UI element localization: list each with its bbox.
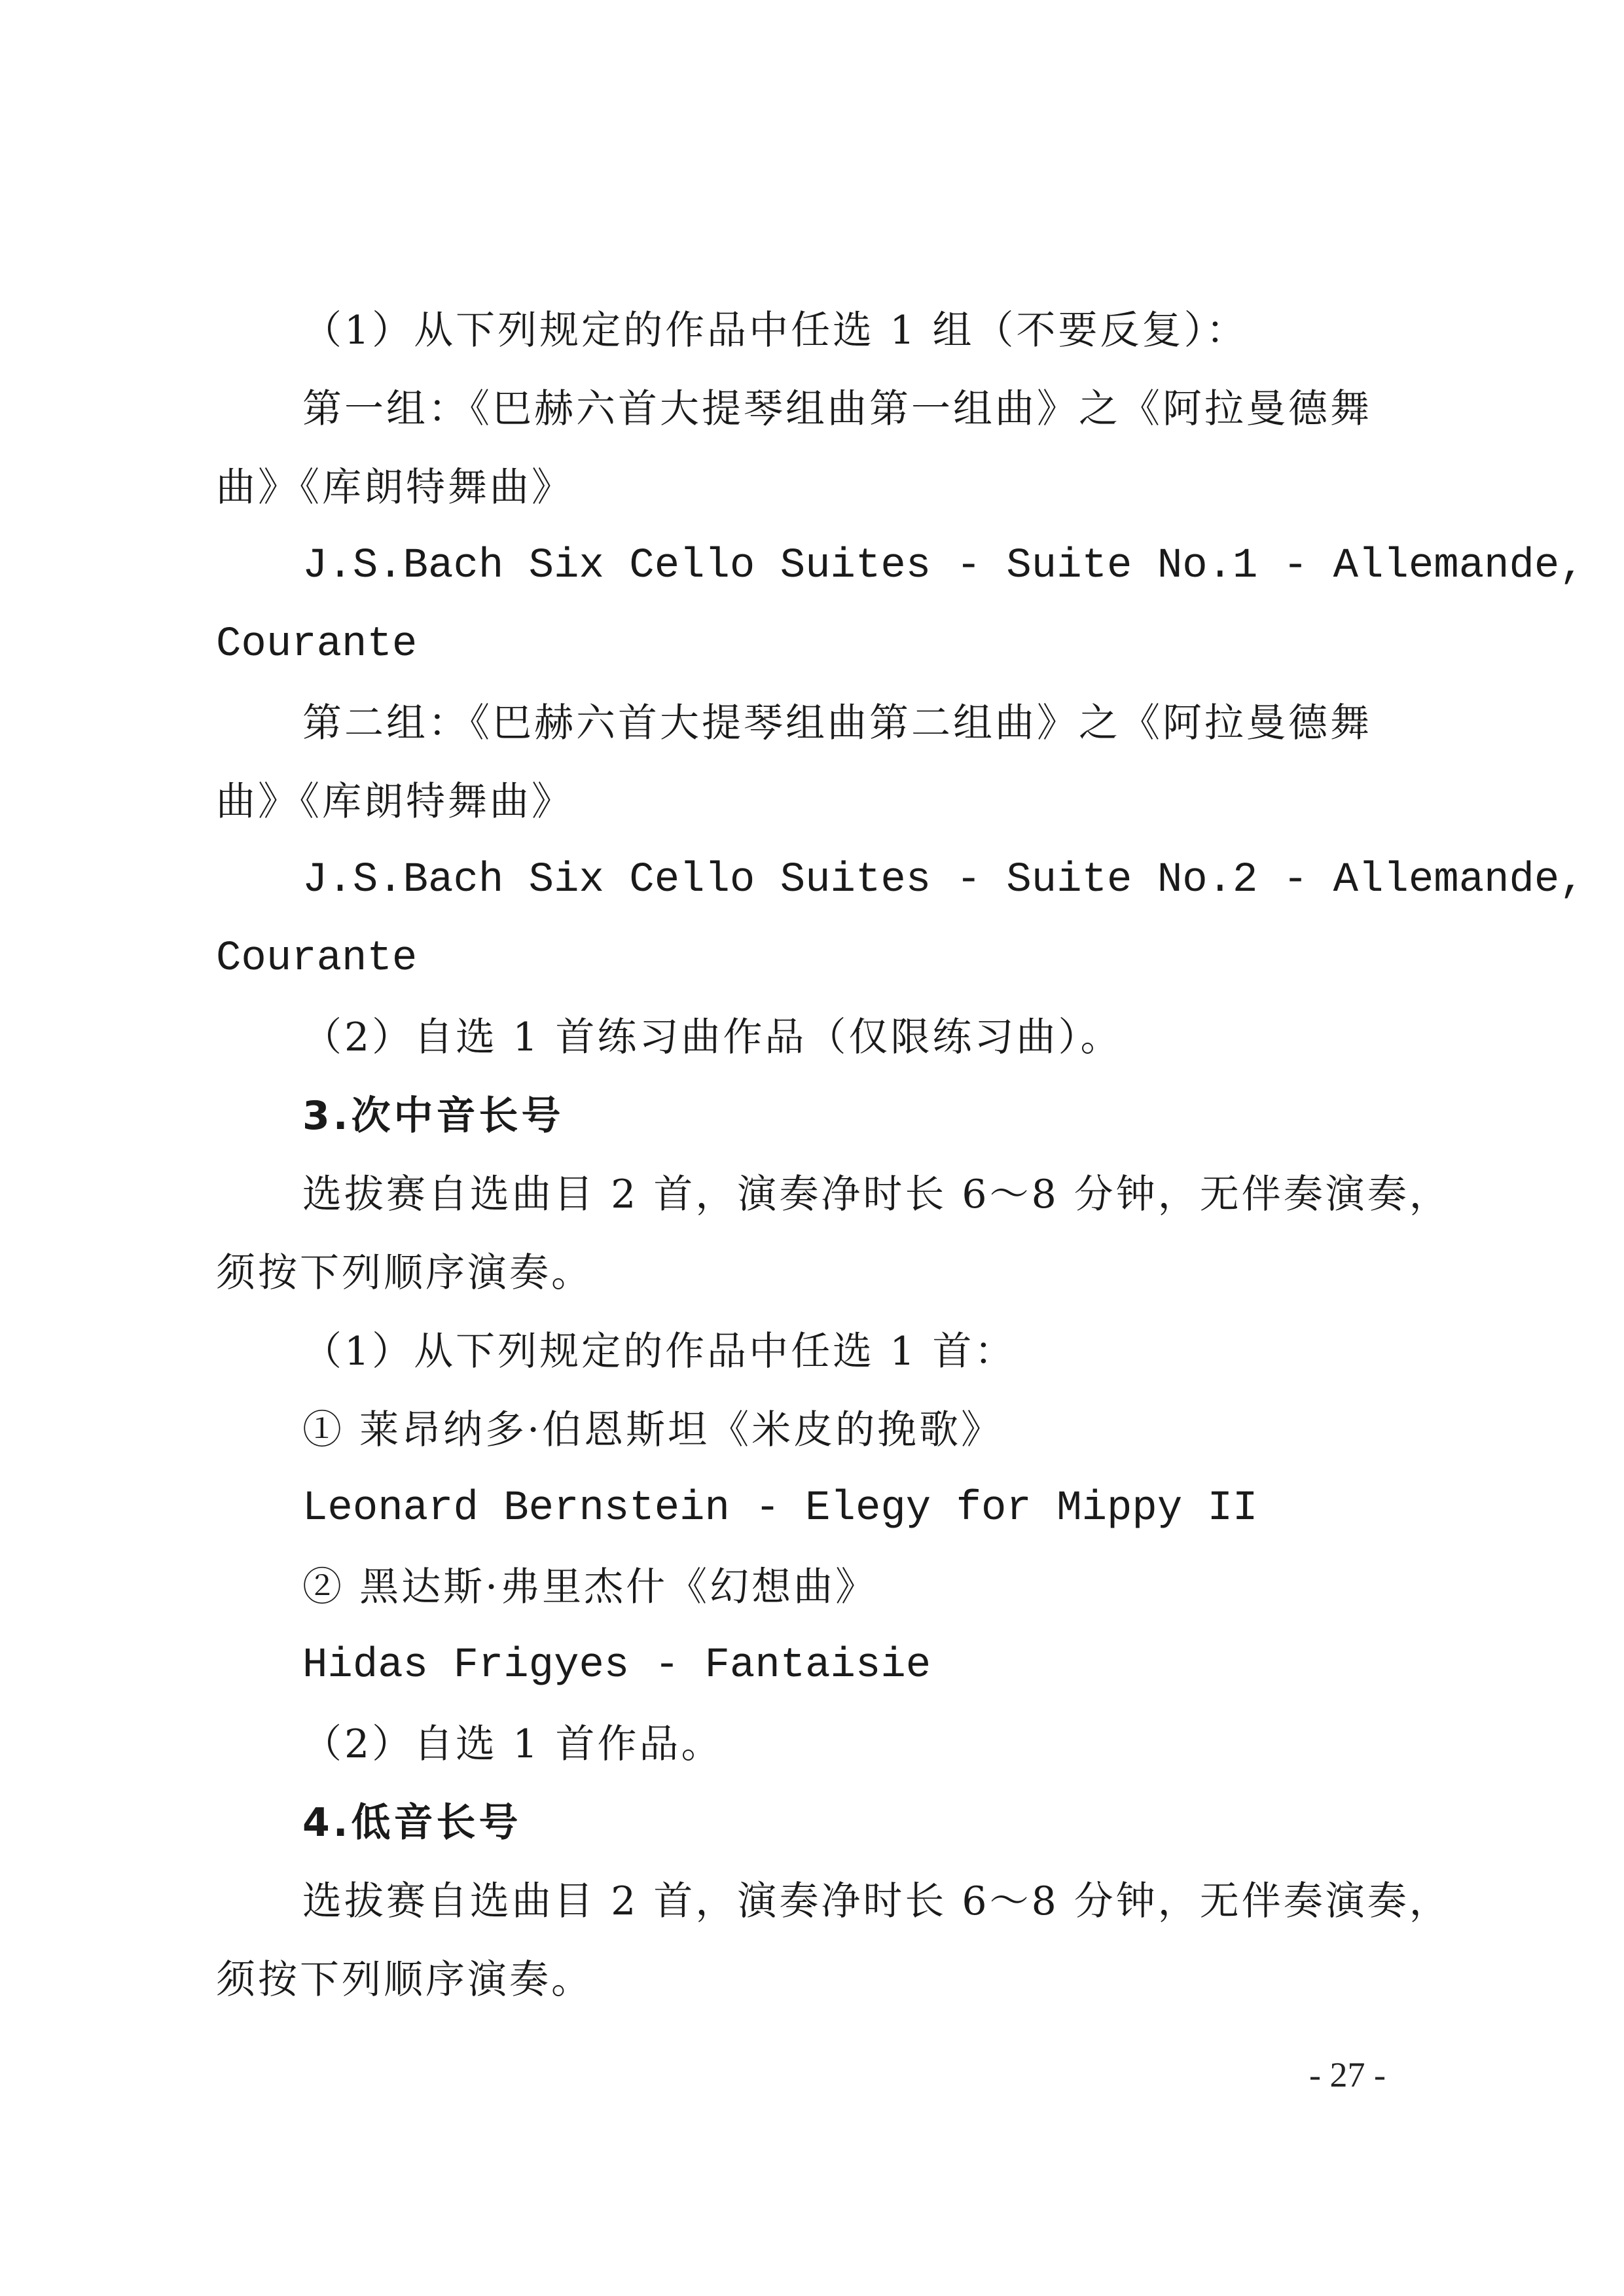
paragraph-line: Courante	[216, 935, 418, 982]
paragraph-line: （2）自选 1 首作品。	[302, 1721, 723, 1767]
paragraph-line: （2）自选 1 首练习曲作品（仅限练习曲）。	[302, 1014, 1123, 1060]
paragraph-line: Hidas Frigyes - Fantaisie	[302, 1642, 931, 1689]
list-item: ② 黑达斯·弗里杰什《幻想曲》	[302, 1564, 878, 1610]
paragraph-line: 须按下列顺序演奏。	[216, 1957, 593, 2003]
paragraph-line: Leonard Bernstein - Elegy for Mippy II	[302, 1485, 1258, 1532]
paragraph-line: J.S.Bach Six Cello Suites - Suite No.1 - Allemande,	[302, 543, 1585, 590]
paragraph-line: Courante	[216, 621, 418, 668]
page-number: - 27 -	[1309, 2055, 1386, 2094]
paragraph-line: 须按下列顺序演奏。	[216, 1250, 593, 1296]
paragraph-line: （1）从下列规定的作品中任选 1 首：	[302, 1329, 1017, 1374]
paragraph-line: 曲》《库朗特舞曲》	[216, 779, 573, 825]
paragraph-line: 选拔赛自选曲目 2 首，演奏净时长 6～8 分钟，无伴奏演奏，	[302, 1172, 1451, 1217]
paragraph-line: 第二组：《巴赫六首大提琴组曲第二组曲》之《阿拉曼德舞	[302, 700, 1372, 746]
section-heading: 4.低音长号	[302, 1800, 522, 1846]
paragraph-line: 第一组：《巴赫六首大提琴组曲第一组曲》之《阿拉曼德舞	[302, 386, 1372, 432]
section-heading: 3.次中音长号	[302, 1093, 564, 1139]
paragraph-line: （1）从下列规定的作品中任选 1 组（不要反复）：	[302, 308, 1248, 353]
paragraph-line: J.S.Bach Six Cello Suites - Suite No.2 - Allemande,	[302, 857, 1585, 904]
list-item: ① 莱昂纳多·伯恩斯坦《米皮的挽歌》	[302, 1407, 1003, 1453]
paragraph-line: 选拔赛自选曲目 2 首，演奏净时长 6～8 分钟，无伴奏演奏，	[302, 1878, 1451, 1924]
paragraph-line: 曲》《库朗特舞曲》	[216, 465, 573, 511]
